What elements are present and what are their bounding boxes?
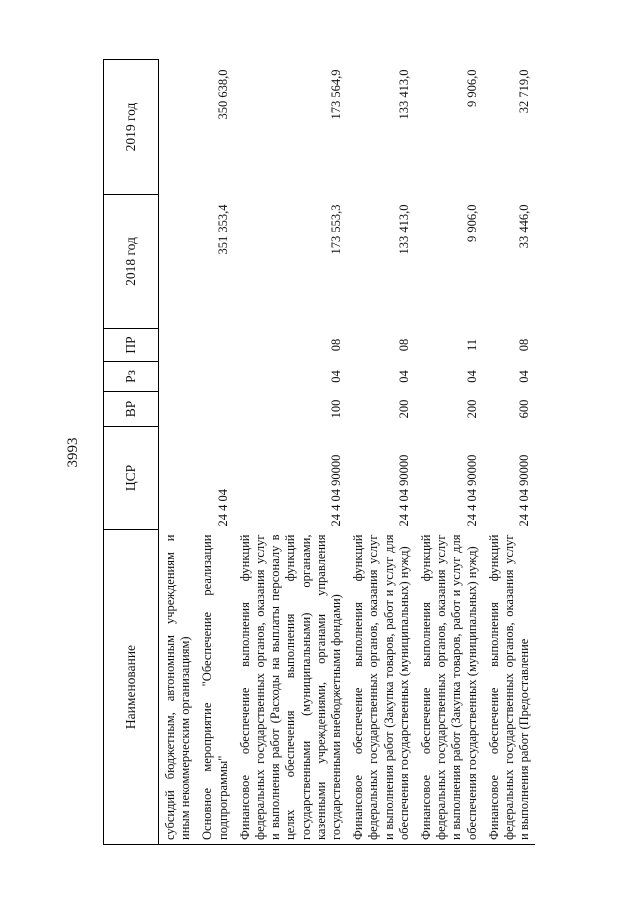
row-csr: 24 4 04 90000 (329, 454, 344, 527)
row-2018: 9 906,0 (464, 204, 479, 242)
row-rz (196, 362, 233, 392)
row-pr (196, 329, 233, 362)
row-rz (159, 362, 197, 392)
table-row (159, 60, 197, 845)
row-name: Финансовое обеспечение выполнения функций федеральных государственных органов, оказания услуг и выполнения работ (Расходы на выплаты персоналу в целях обеспечения выполнения функций государственными (муниципальными) органами, казенными учреждениями, органами управления государственными внебюджетными фондами) (234, 530, 347, 845)
page-number: 3993 (65, 437, 81, 468)
row-vr: 100 (329, 399, 344, 419)
row-2019: 9 906,0 (464, 69, 479, 107)
row-vr (196, 392, 233, 427)
header-rz: Рз (104, 362, 159, 392)
row-csr (159, 427, 197, 530)
row-pr: 08 (329, 338, 344, 352)
row-csr: 24 4 04 (215, 489, 230, 527)
row-csr: 24 4 04 90000 (517, 454, 532, 527)
row-name: Финансовое обеспечение выполнения функций федеральных государственных органов, оказания услуг и выполнения работ (Предоставление (483, 530, 536, 845)
header-pr: ПР (104, 329, 159, 362)
header-2019: 2019 год (104, 60, 159, 195)
row-vr: 200 (464, 399, 479, 419)
row-name: Финансовое обеспечение выполнения функций федеральных государственных органов, оказания услуг и выполнения работ (Закупка товаров, работ и услуг для обеспечения государственных (муниципальных) нужд) (347, 530, 415, 845)
row-2019: 350 638,0 (215, 69, 230, 120)
row-2018: 33 446,0 (517, 204, 532, 249)
row-csr: 24 4 04 90000 (464, 454, 479, 527)
row-2019: 133 413,0 (397, 69, 412, 120)
table-row (234, 60, 347, 845)
row-vr: 200 (397, 399, 412, 419)
row-pr: 11 (464, 338, 479, 352)
row-name: Основное мероприятие "Обеспечение реализации подпрограммы" (196, 530, 233, 845)
header-csr: ЦСР (104, 427, 159, 530)
row-2019: 173 564,9 (329, 69, 344, 120)
rotated-content (60, 60, 605, 845)
row-2018: 133 413,0 (397, 204, 412, 255)
row-rz: 04 (329, 370, 344, 383)
row-2019: 32 719,0 (517, 69, 532, 114)
row-rz: 04 (397, 370, 412, 383)
table-row (483, 60, 536, 845)
table-header-row (104, 60, 159, 845)
header-vr: ВР (104, 392, 159, 427)
row-2018: 173 553,3 (329, 204, 344, 255)
row-pr (159, 329, 197, 362)
row-name: Финансовое обеспечение выполнения функций федеральных государственных органов, оказания услуг и выполнения работ (Закупка товаров, работ и услуг для обеспечения государственных (муниципальных) нужд) (415, 530, 483, 845)
table-row (347, 60, 415, 845)
row-csr: 24 4 04 90000 (397, 454, 412, 527)
row-2019 (159, 60, 197, 195)
table-row (196, 60, 233, 845)
budget-table (103, 59, 535, 845)
row-name: субсидий бюджетным, автономным учреждениям и иным некоммерческим организациям) (159, 530, 197, 845)
table-row (415, 60, 483, 845)
header-2018: 2018 год (104, 195, 159, 329)
row-vr (159, 392, 197, 427)
row-pr: 08 (397, 338, 412, 352)
header-name: Наименование (104, 530, 159, 845)
row-rz: 04 (517, 370, 532, 383)
row-2018 (159, 195, 197, 329)
row-2018: 351 353,4 (215, 204, 230, 255)
row-vr: 600 (517, 399, 532, 419)
row-rz: 04 (464, 370, 479, 383)
row-pr: 08 (517, 338, 532, 352)
